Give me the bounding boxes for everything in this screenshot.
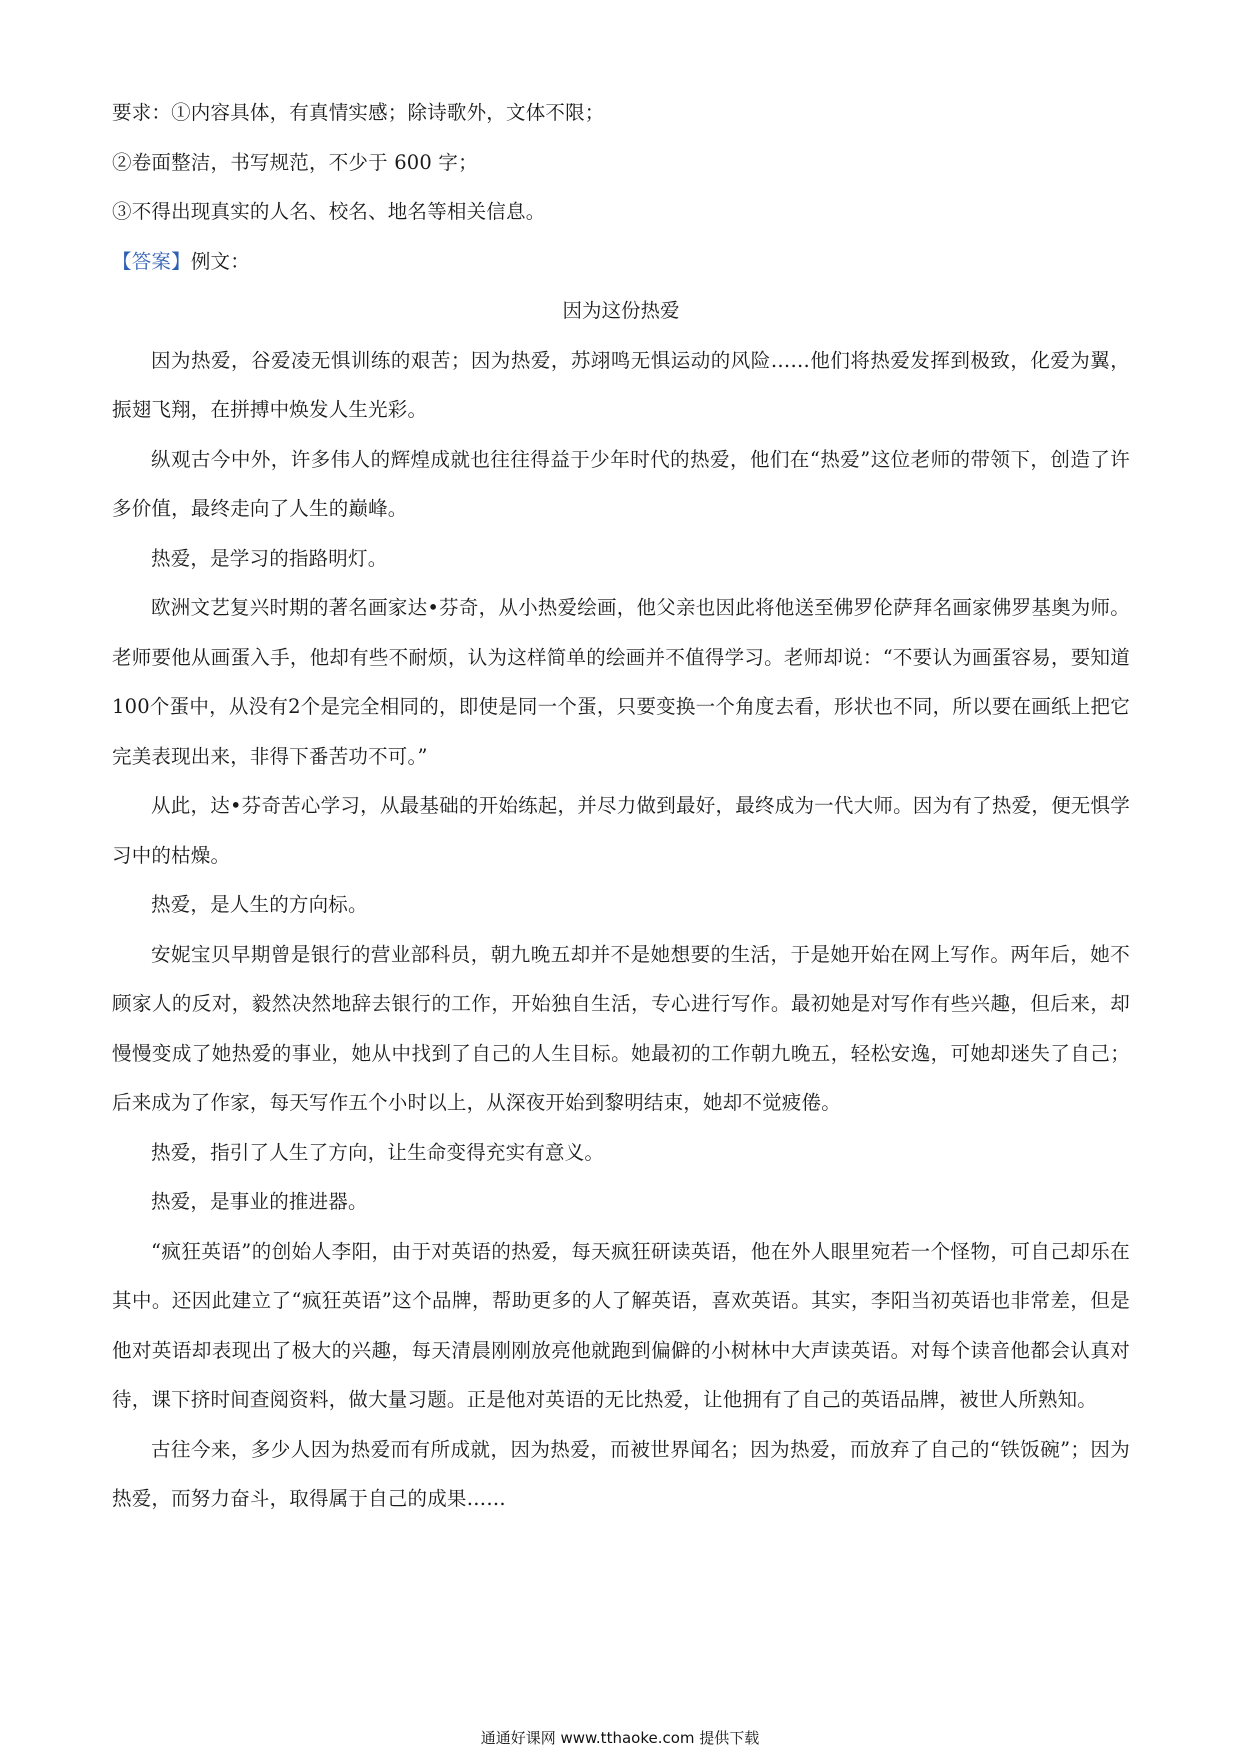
essay-paragraph-10: “疯狂英语”的创始人李阳，由于对英语的热爱，每天疯狂研读英语，他在外人眼里宛若一个怪物，可自己却乐在其中。还因此建立了“疯狂英语”这个品牌，帮助更多的人了解英语，喜欢英语。其实，李阳当初英语也非常差，但是他对英语却表现出了极大的兴趣，每天清晨刚刚放亮他就跑到偏僻的小树林中大声读英语。对每个读音他都会认真对待，课下挤时间查阅资料，做大量习题。正是他对英语的无比热爱，让他拥有了自己的英语品牌，被世人所熟知。 [112,1239,1130,1411]
essay-paragraph-11: 古往今来，多少人因为热爱而有所成就，因为热爱，而被世界闻名；因为热爱，而放弃了自己的“铁饭碗”；因为热爱，而努力奋斗，取得属于自己的成果…… [112,1437,1130,1510]
document-page [112,88,1130,1524]
essay-paragraph-7: 安妮宝贝早期曾是银行的营业部科员，朝九晚五却并不是她想要的生活，于是她开始在网上写作。两年后，她不顾家人的反对，毅然决然地辞去银行的工作，开始独自生活，专心进行写作。最初她是对写作有些兴趣，但后来，却慢慢变成了她热爱的事业，她从中找到了自己的人生目标。她最初的工作朝九晚五，轻松安逸，可她却迷失了自己；后来成为了作家，每天写作五个小时以上，从深夜开始到黎明结束，她却不觉疲倦。 [112,942,1130,1114]
page-footer: 通通好课网 www.tthaoke.com 提供下载 [480,1729,760,1747]
essay-paragraph-1: 因为热爱，谷爱凌无惧训练的艰苦；因为热爱，苏翊鸣无惧运动的风险……他们将热爱发挥到极致，化爱为翼，振翅飞翔，在拼搏中焕发人生光彩。 [112,348,1130,421]
requirement-line-2: ②卷面整洁，书写规范，不少于 600 字； [112,150,478,174]
essay-paragraph-9: 热爱，是事业的推进器。 [151,1190,368,1213]
essay-paragraph-6: 热爱，是人生的方向标。 [151,893,368,916]
answer-label: 例文： [190,249,250,273]
answer-line [112,237,1130,287]
answer-tag: 【答案】 [112,249,191,273]
essay-paragraph-3: 热爱，是学习的指路明灯。 [151,546,388,570]
requirement-line-1: 要求：①内容具体，有真情实感；除诗歌外，文体不限； [112,101,605,124]
essay-title: 因为这份热爱 [562,299,680,322]
essay-paragraph-4: 欧洲文艺复兴时期的著名画家达•芬奇，从小热爱绘画，他父亲也因此将他送至佛罗伦萨拜名画家佛罗基奥为师。老师要他从画蛋入手，他却有些不耐烦，认为这样简单的绘画并不值得学习。老师却说：“不要认为画蛋容易，要知道100个蛋中，从没有2个是完全相同的，即使是同一个蛋，只要变换一个角度去看，形状也不同，所以要在画纸上把它完美表现出来，非得下番苦功不可。” [112,596,1130,768]
essay-paragraph-2: 纵观古今中外，许多伟人的辉煌成就也往往得益于少年时代的热爱，他们在“热爱”这位老师的带领下，创造了许多价值，最终走向了人生的巅峰。 [112,447,1130,520]
essay-paragraph-8: 热爱，指引了人生了方向，让生命变得充实有意义。 [151,1140,605,1164]
essay-paragraph-5: 从此，达•芬奇苦心学习，从最基础的开始练起，并尽力做到最好，最终成为一代大师。因为有了热爱，便无惧学习中的枯燥。 [112,794,1130,867]
requirement-line-3: ③不得出现真实的人名、校名、地名等相关信息。 [112,200,546,223]
